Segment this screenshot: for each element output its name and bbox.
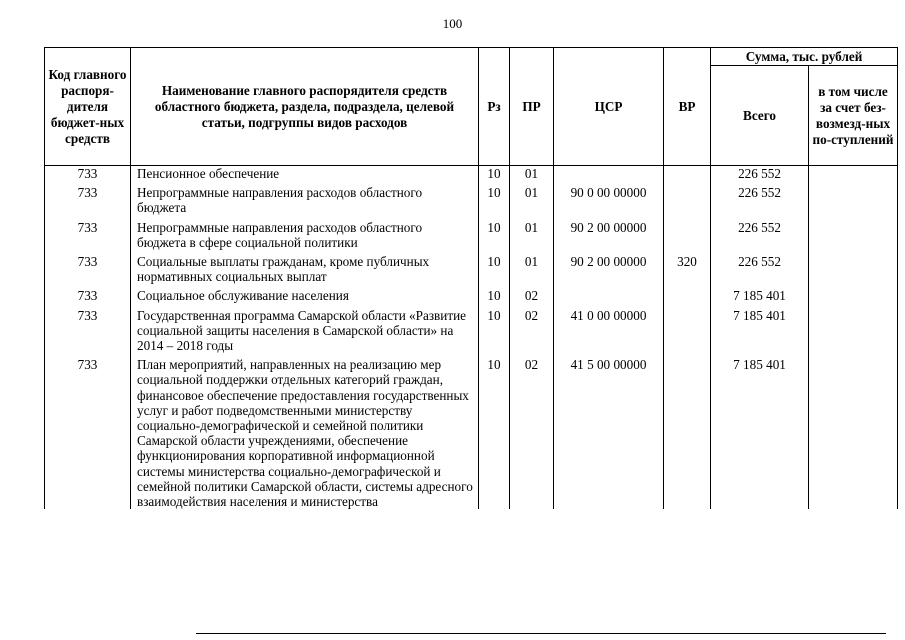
cell-name: Социальное обслуживание населения — [131, 284, 479, 303]
cell-pr: 01 — [510, 250, 554, 284]
cell-name: Пенсионное обеспечение — [131, 166, 479, 182]
cell-total: 226 552 — [711, 166, 809, 182]
cell-csr: 90 0 00 00000 — [554, 181, 664, 215]
cell-total: 7 185 401 — [711, 284, 809, 303]
cell-incl — [809, 181, 898, 215]
header-rz: Рз — [479, 48, 510, 166]
cell-rz: 10 — [479, 216, 510, 250]
cell-rz: 10 — [479, 250, 510, 284]
cell-vr — [664, 353, 711, 509]
table-row — [45, 353, 898, 509]
cell-incl — [809, 304, 898, 354]
cell-rz: 10 — [479, 166, 510, 182]
cell-total: 7 185 401 — [711, 353, 809, 509]
cell-csr — [554, 284, 664, 303]
cell-incl — [809, 250, 898, 284]
cell-kod: 733 — [45, 284, 131, 303]
table-row — [45, 166, 898, 182]
cell-csr: 90 2 00 00000 — [554, 216, 664, 250]
cell-pr: 01 — [510, 181, 554, 215]
header-name: Наименование главного распорядителя средств областного бюджета, раздела, подраздела, целевой статьи, подгруппы видов расходов — [131, 48, 479, 166]
header-pr: ПР — [510, 48, 554, 166]
cell-vr — [664, 304, 711, 354]
header-csr: ЦСР — [554, 48, 664, 166]
cell-name: План мероприятий, направленных на реализацию мер социальной поддержки отдельных категорий граждан, финансовое обеспечение предоставления государственных услуг и работ подведомственными министерству социально-демографической и семейной политики Самарской области учреждениями, обеспечение функционирования корпоративной информационной системы министерства социально-демографической и семейной политики Самарской области, системы адресного взаимодействия населения и министерства — [131, 353, 479, 509]
cell-rz: 10 — [479, 284, 510, 303]
cell-vr — [664, 216, 711, 250]
cell-pr: 01 — [510, 216, 554, 250]
cell-csr: 41 5 00 00000 — [554, 353, 664, 509]
table-row — [45, 181, 898, 215]
cell-rz: 10 — [479, 304, 510, 354]
cell-kod: 733 — [45, 216, 131, 250]
cell-name: Государственная программа Самарской области «Развитие социальной защиты населения в Самарской области» на 2014 – 2018 годы — [131, 304, 479, 354]
cell-pr: 02 — [510, 353, 554, 509]
cell-incl — [809, 284, 898, 303]
page-number: 100 — [442, 16, 463, 31]
cell-pr: 02 — [510, 304, 554, 354]
header-sum-group: Сумма, тыс. рублей — [711, 48, 898, 66]
cell-incl — [809, 166, 898, 182]
cell-csr — [554, 166, 664, 182]
cell-rz: 10 — [479, 353, 510, 509]
cell-kod: 733 — [45, 353, 131, 509]
cell-vr — [664, 284, 711, 303]
cell-csr: 90 2 00 00000 — [554, 250, 664, 284]
cell-rz: 10 — [479, 181, 510, 215]
cell-kod: 733 — [45, 181, 131, 215]
cell-incl — [809, 353, 898, 509]
cell-name: Непрограммные направления расходов областного бюджета в сфере социальной политики — [131, 216, 479, 250]
bottom-divider — [196, 633, 886, 634]
header-incl: в том числе за счет без-возмезд-ных по-ступлений — [809, 66, 898, 166]
cell-pr: 02 — [510, 284, 554, 303]
cell-kod: 733 — [45, 166, 131, 182]
cell-kod: 733 — [45, 304, 131, 354]
table-row — [45, 250, 898, 284]
cell-total: 226 552 — [711, 181, 809, 215]
table-row — [45, 304, 898, 354]
header-kod: Код главного распоря-дителя бюджет-ных средств — [45, 48, 131, 166]
cell-vr — [664, 166, 711, 182]
cell-name: Непрограммные направления расходов областного бюджета — [131, 181, 479, 215]
cell-total: 226 552 — [711, 216, 809, 250]
cell-incl — [809, 216, 898, 250]
cell-name: Социальные выплаты гражданам, кроме публичных нормативных социальных выплат — [131, 250, 479, 284]
cell-kod: 733 — [45, 250, 131, 284]
cell-csr: 41 0 00 00000 — [554, 304, 664, 354]
cell-total: 226 552 — [711, 250, 809, 284]
cell-vr — [664, 181, 711, 215]
header-vr: ВР — [664, 48, 711, 166]
table-row — [45, 216, 898, 250]
cell-pr: 01 — [510, 166, 554, 182]
cell-vr: 320 — [664, 250, 711, 284]
table-row — [45, 284, 898, 303]
cell-total: 7 185 401 — [711, 304, 809, 354]
header-total: Всего — [711, 66, 809, 166]
budget-table — [44, 47, 898, 509]
